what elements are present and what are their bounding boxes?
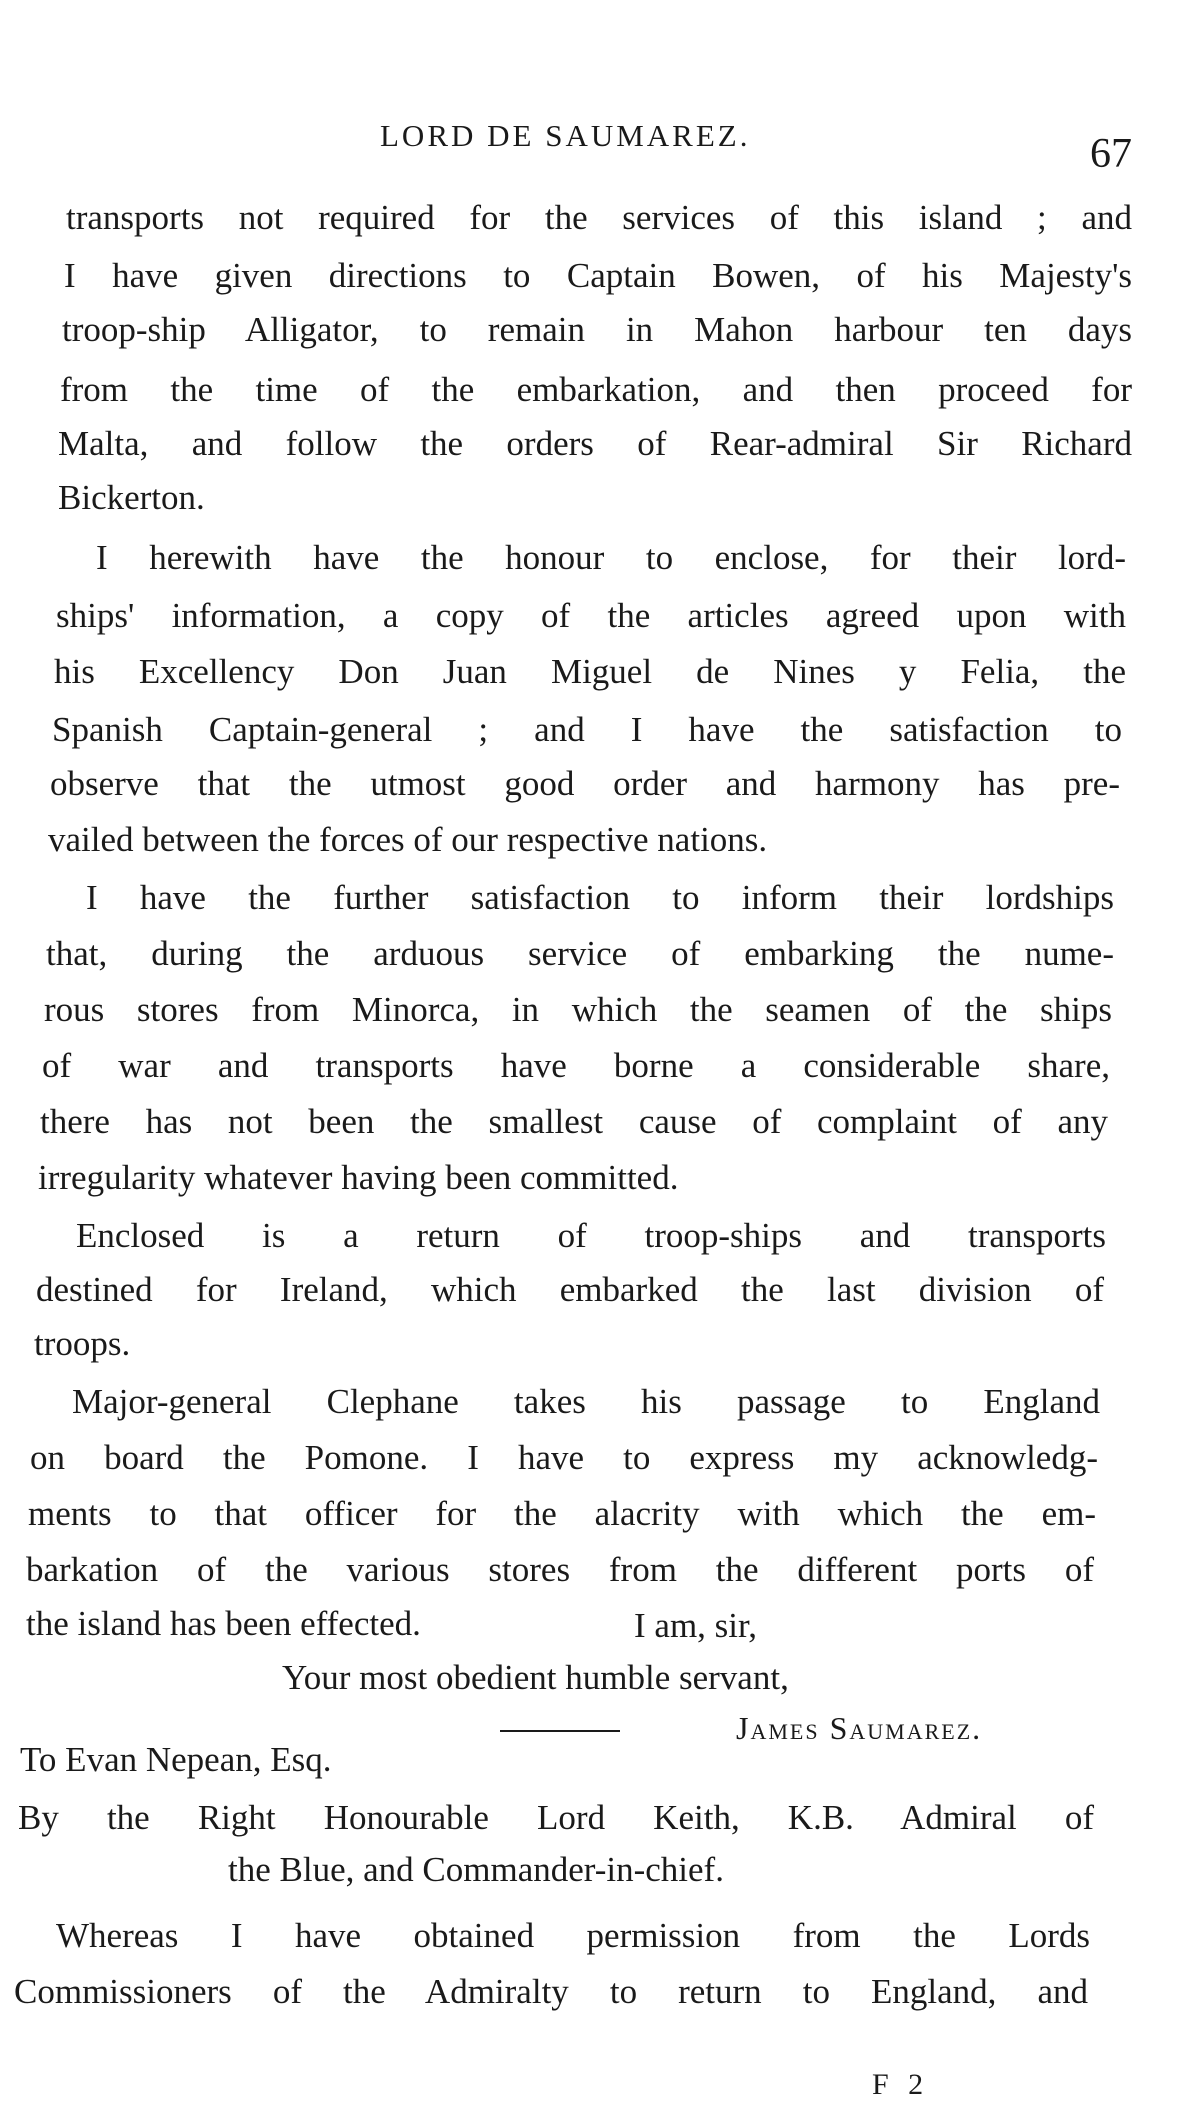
text-line: Commissioners of the Admiralty to return to England, and — [14, 1972, 1088, 2011]
text-line: his Excellency Don Juan Miguel de Nines y Felia, the — [54, 652, 1126, 691]
text-line: destined for Ireland, which embarked the last division of — [36, 1270, 1104, 1309]
text-line: barkation of the various stores from the different ports of — [26, 1550, 1094, 1589]
text-line: Whereas I have obtained permission from the Lords — [56, 1916, 1090, 1955]
text-line: on board the Pomone. I have to express my acknowledg- — [30, 1438, 1098, 1477]
text-line: rous stores from Minorca, in which the seamen of the ships — [44, 990, 1112, 1029]
text-line: the Blue, and Commander-in-chief. — [228, 1850, 724, 1889]
text-line: observe that the utmost good order and harmony has pre- — [50, 764, 1120, 803]
text-line: there has not been the smallest cause of complaint of any — [40, 1102, 1108, 1141]
addressee: To Evan Nepean, Esq. — [20, 1740, 332, 1779]
text-line: I have given directions to Captain Bowen, of his Majesty's — [64, 256, 1132, 295]
text-line: transports not required for the services of this island ; and — [66, 198, 1132, 237]
text-line: Spanish Captain-general ; and I have the satisfaction to — [52, 710, 1122, 749]
text-line: ships' information, a copy of the articles agreed upon with — [56, 596, 1126, 635]
text-line: irregularity whatever having been committed. — [38, 1158, 679, 1197]
text-line: vailed between the forces of our respective nations. — [48, 820, 768, 859]
text-line: that, during the arduous service of embarking the nume- — [46, 934, 1114, 973]
text-line: Enclosed is a return of troop-ships and transports — [76, 1216, 1106, 1255]
text-line: I herewith have the honour to enclose, for their lord- — [96, 538, 1126, 577]
text-line: By the Right Honourable Lord Keith, K.B. Admiral of — [18, 1798, 1094, 1837]
signature-mark: F 2 — [872, 2068, 930, 2101]
signature: James Saumarez. — [736, 1710, 983, 1746]
running-head — [0, 118, 1204, 178]
text-line: the island has been effected. — [26, 1604, 421, 1643]
text-line: from the time of the embarkation, and then proceed for — [60, 370, 1132, 409]
text-line: Major-general Clephane takes his passage to England — [72, 1382, 1100, 1421]
text-line: of war and transports have borne a considerable share, — [42, 1046, 1110, 1085]
text-line: Malta, and follow the orders of Rear-admiral Sir Richard — [58, 424, 1132, 463]
text-line: I am, sir, — [634, 1606, 758, 1645]
closing-line: Your most obedient humble servant, — [282, 1658, 789, 1697]
running-title: LORD DE SAUMAREZ. — [380, 118, 751, 153]
text-line: I have the further satisfaction to inform their lordships — [86, 878, 1114, 917]
page-number: 67 — [1090, 131, 1132, 177]
section-divider — [500, 1730, 620, 1732]
text-line: troops. — [34, 1324, 131, 1363]
text-line: ments to that officer for the alacrity with which the em- — [28, 1494, 1096, 1533]
text-line: troop-ship Alligator, to remain in Mahon harbour ten days — [62, 310, 1132, 349]
text-line: Bickerton. — [58, 478, 205, 517]
